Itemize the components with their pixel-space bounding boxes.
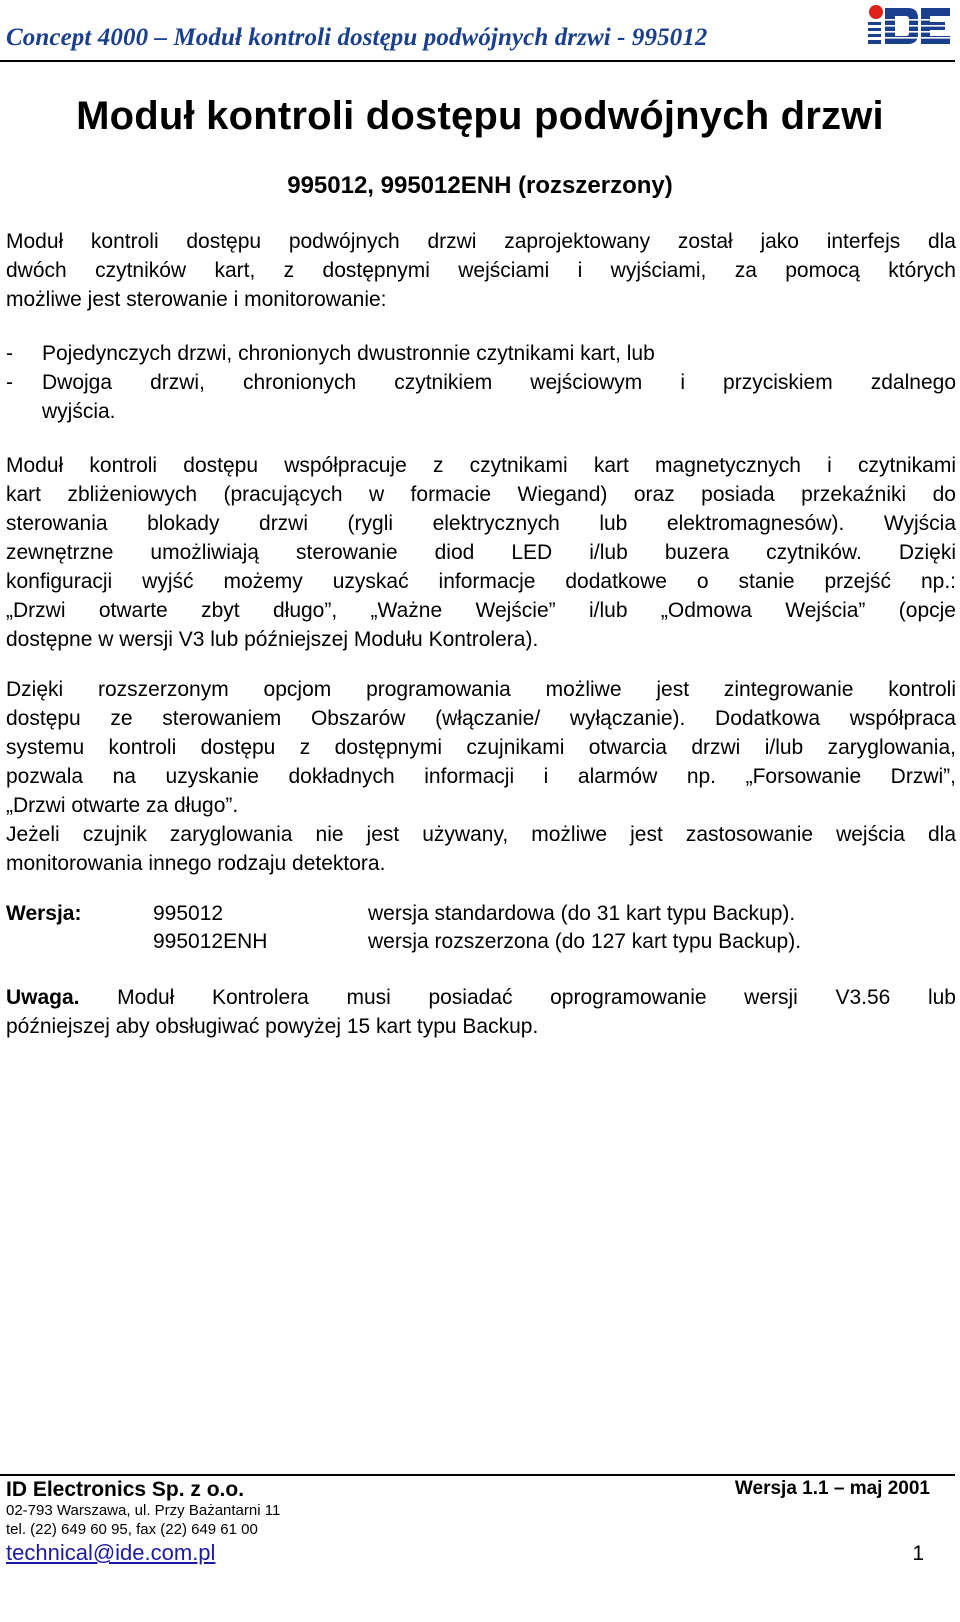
footer-divider: [0, 1474, 955, 1476]
text-line: zewnętrzne umożliwiają sterowanie diod LED i/lub buzera czytników. Dzięki: [6, 541, 956, 564]
page-number: 1: [912, 1542, 924, 1565]
text-line: dostępu ze sterowaniem Obszarów (włączanie/ wyłączanie). Dodatkowa współpraca: [6, 707, 956, 730]
page-subtitle: 995012, 995012ENH (rozszerzony): [287, 172, 673, 199]
list-item: [6, 368, 956, 426]
footer-version: Wersja 1.1 – maj 2001: [734, 1478, 930, 1499]
text-line: systemu kontroli dostępu z dostępnymi czujnikami otwarcia drzwi i/lub zaryglowania,: [6, 736, 956, 759]
text-line: kart zbliżeniowych (pracujących w formacie Wiegand) oraz posiada przekaźniki do: [6, 483, 956, 506]
bullet-dash: -: [6, 342, 13, 365]
note-text: Moduł Kontrolera musi posiadać oprogramowanie wersji V3.56 lub: [117, 986, 956, 1009]
page-title: Moduł kontroli dostępu podwójnych drzwi: [76, 94, 884, 138]
version-code: 995012: [153, 902, 224, 925]
features-paragraph: [6, 675, 956, 878]
footer-phone: tel. (22) 649 60 95, fax (22) 649 61 00: [6, 1521, 258, 1538]
version-description: wersja standardowa (do 31 kart typu Backup).: [368, 902, 796, 925]
note-text: późniejszej aby obsługiwać powyżej 15 kart typu Backup.: [6, 1015, 539, 1038]
list-item: [6, 339, 956, 368]
note-paragraph: [6, 983, 956, 1041]
text-line: pozwala na uzyskanie dokładnych informacji i alarmów np. „Forsowanie Drzwi”,: [6, 765, 956, 788]
text-line: Moduł kontroli dostępu współpracuje z czytnikami kart magnetycznych i czytnikami: [6, 454, 956, 477]
text-line: „Drzwi otwarte zbyt długo”, „Ważne Wejście” i/lub „Odmowa Wejścia” (opcje: [6, 599, 956, 622]
intro-paragraph: [6, 227, 956, 314]
list-item-text: Dwojga drzwi, chronionych czytnikiem wejściowym i przyciskiem zdalnego: [42, 371, 956, 394]
text-line: dwóch czytników kart, z dostępnymi wejściami i wyjściami, za pomocą których: [6, 259, 956, 282]
text-line: Dzięki rozszerzonym opcjom programowania możliwe jest zintegrowanie kontroli: [6, 678, 956, 701]
text-line: konfiguracji wyjść możemy uzyskać informacje dodatkowe o stanie przejść np.:: [6, 570, 956, 593]
text-line: monitorowania innego rodzaju detektora.: [6, 852, 386, 875]
note-label: Uwaga.: [6, 986, 80, 1009]
text-line: Jeżeli czujnik zaryglowania nie jest używany, możliwe jest zastosowanie wejścia dla: [6, 823, 956, 846]
footer-company: ID Electronics Sp. z o.o.: [6, 1478, 245, 1501]
version-label: Wersja:: [6, 902, 82, 925]
page-header: [0, 0, 960, 62]
header-divider: [0, 60, 955, 62]
version-description: wersja rozszerzona (do 127 kart typu Backup).: [368, 930, 802, 953]
bullet-list: [6, 339, 956, 426]
footer-address: 02-793 Warszawa, ul. Przy Bażantarni 11: [6, 1502, 281, 1519]
version-code: 995012ENH: [153, 930, 268, 953]
list-item-text: wyjścia.: [42, 400, 116, 423]
text-line: dostępne w wersji V3 lub późniejszej Modułu Kontrolera).: [6, 628, 539, 651]
list-item-text: Pojedynczych drzwi, chronionych dwustronnie czytnikami kart, lub: [42, 342, 655, 365]
text-line: możliwe jest sterowanie i monitorowanie:: [6, 288, 387, 311]
ide-logo: [866, 4, 952, 50]
bullet-dash: -: [6, 371, 13, 394]
text-line: sterowania blokady drzwi (rygli elektrycznych lub elektromagnesów). Wyjścia: [6, 512, 956, 535]
description-paragraph: [6, 451, 956, 654]
text-line: Moduł kontroli dostępu podwójnych drzwi zaprojektowany został jako interfejs dla: [6, 230, 956, 253]
text-line: „Drzwi otwarte za długo”.: [6, 794, 239, 817]
header-title: Concept 4000 – Moduł kontroli dostępu podwójnych drzwi - 995012: [6, 24, 708, 51]
logo-dot: [869, 5, 883, 19]
footer-email-link[interactable]: technical@ide.com.pl: [6, 1540, 216, 1565]
